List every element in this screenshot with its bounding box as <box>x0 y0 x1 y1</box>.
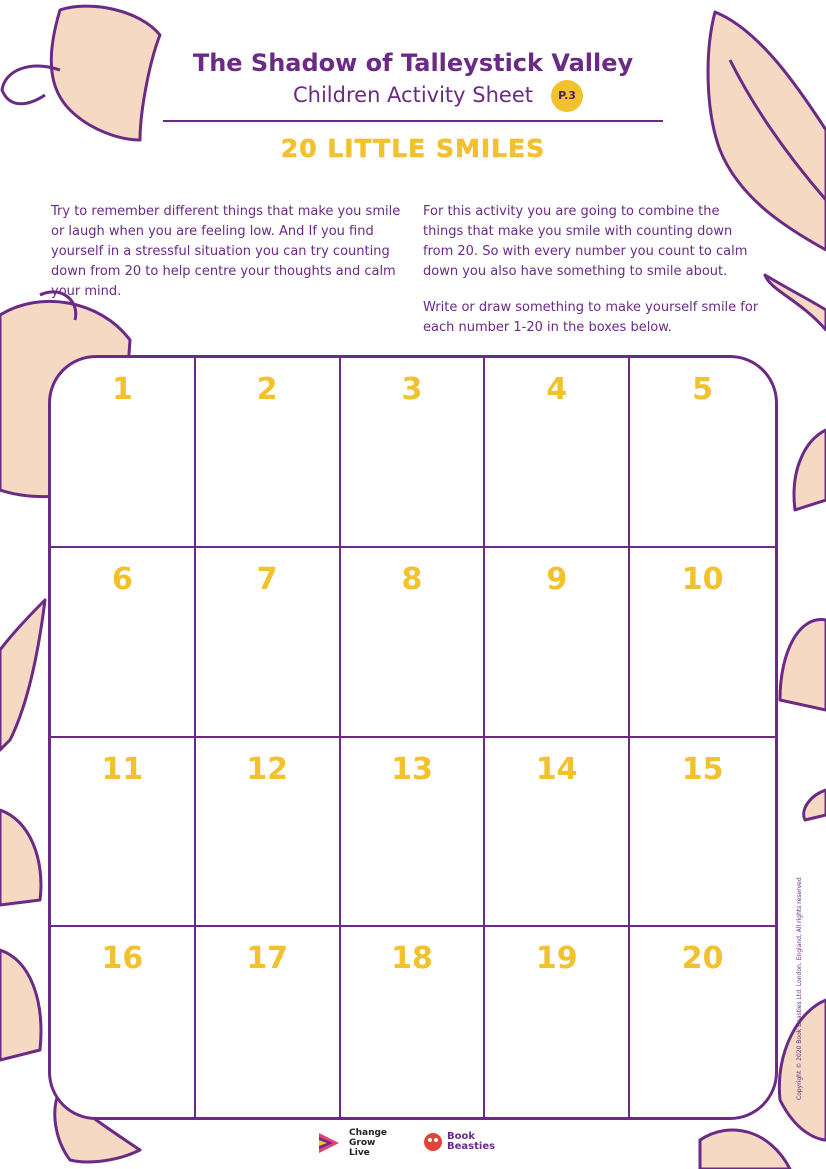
grid-box-number: 1 <box>111 372 133 407</box>
intro-right <box>423 202 763 354</box>
grid-box-number: 15 <box>681 751 724 787</box>
grid-box-number: 6 <box>111 561 133 597</box>
grid-box-number: 13 <box>391 751 433 787</box>
grid-box-number: 5 <box>692 372 714 407</box>
grid-box-6[interactable] <box>51 548 196 738</box>
grid-box-number: 8 <box>401 561 423 597</box>
book-beasties-icon <box>423 1132 443 1152</box>
grid-box-number: 16 <box>101 941 144 977</box>
grid-box-number: 20 <box>681 941 724 977</box>
intro-left-paragraph: Try to remember different things that make you smile or laugh when you are feeling low. And If you find yourself in a stressful situation you can try counting down from 20 to help centre your thoughts and calm your mind. <box>51 204 401 299</box>
document-subtitle: Children Activity Sheet <box>293 83 533 107</box>
intro-right-paragraph-1: For this activity you are going to combine the things that make you smile with counting down from 20. So with every number you count to calm down you also have something to smile about. <box>423 204 748 279</box>
grid-box-number: 10 <box>681 561 724 597</box>
cgl-line-2: Grow <box>349 1138 376 1148</box>
grid-box-number: 17 <box>246 941 289 977</box>
grid-box-number: 19 <box>535 941 578 977</box>
feather-illustration <box>0 600 45 750</box>
change-grow-live-logo <box>315 1128 387 1158</box>
grid-box-12[interactable] <box>196 738 341 928</box>
grid-box-19[interactable] <box>485 927 630 1117</box>
grid-box-number: 4 <box>546 372 568 407</box>
grid-box-18[interactable] <box>341 927 486 1117</box>
grid-box-number: 11 <box>101 751 144 787</box>
bb-line-2: Beasties <box>447 1141 496 1152</box>
header <box>163 46 663 110</box>
grid-box-11[interactable] <box>51 738 196 928</box>
grid-box-5[interactable] <box>630 358 775 548</box>
grid-box-number: 14 <box>535 751 578 787</box>
grid-box-number: 3 <box>401 372 423 407</box>
grid-box-7[interactable] <box>196 548 341 738</box>
grid-box-3[interactable] <box>341 358 486 548</box>
grid-box-15[interactable] <box>630 738 775 928</box>
page-badge: P.3 <box>551 80 583 112</box>
intro-right-paragraph-2: Write or draw something to make yourself smile for each number 1-20 in the boxes below. <box>423 300 759 335</box>
creature-illustration <box>51 6 160 140</box>
grid-box-1[interactable] <box>51 358 196 548</box>
grid-box-13[interactable] <box>341 738 486 928</box>
cgl-line-3: Live <box>349 1148 370 1158</box>
grid-box-number: 2 <box>256 372 278 407</box>
grid-box-20[interactable] <box>630 927 775 1117</box>
section-title: 20 LITTLE SMILES <box>280 134 546 163</box>
grid-box-17[interactable] <box>196 927 341 1117</box>
header-divider <box>163 120 663 122</box>
grid-box-14[interactable] <box>485 738 630 928</box>
grid-box-2[interactable] <box>196 358 341 548</box>
cgl-line-1: Change <box>349 1128 388 1138</box>
grid-box-8[interactable] <box>341 548 486 738</box>
grid-box-10[interactable] <box>630 548 775 738</box>
grid-box-number: 7 <box>256 561 278 597</box>
grid-box-number: 18 <box>391 941 433 977</box>
grid-box-16[interactable] <box>51 927 196 1117</box>
grid-box-4[interactable] <box>485 358 630 548</box>
cgl-logo-icon <box>315 1129 343 1157</box>
document-title: The Shadow of Talleystick Valley <box>192 49 634 77</box>
subtitle-row <box>163 80 663 110</box>
bb-line-1: Book <box>447 1131 476 1142</box>
grid-box-number: 12 <box>246 751 289 787</box>
grid-box-9[interactable] <box>485 548 630 738</box>
smiles-grid <box>48 355 778 1120</box>
grid-box-number: 9 <box>546 561 568 597</box>
copyright-notice: Copyright © 2020 Book Beasties Ltd. London, England, All rights reserved <box>796 877 803 1100</box>
book-beasties-logo <box>423 1132 495 1152</box>
